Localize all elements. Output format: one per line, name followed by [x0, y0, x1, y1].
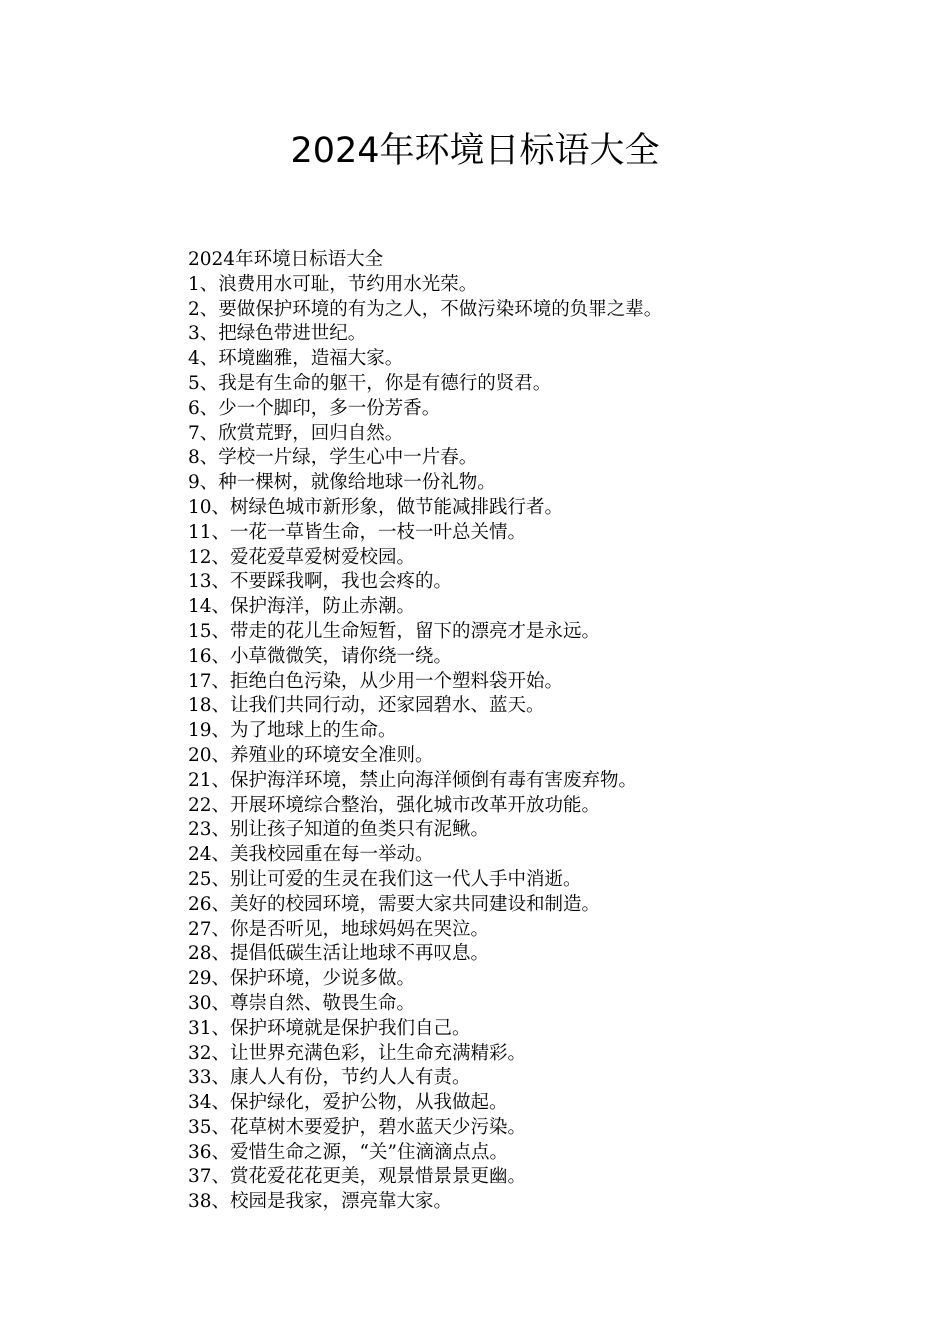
list-item: 9、种一棵树，就像给地球一份礼物。	[188, 472, 496, 494]
list-item: 15、带走的花儿生命短暂，留下的漂亮才是永远。	[188, 620, 601, 642]
list-item: 16、小草微微笑，请你绕一绕。	[188, 645, 453, 667]
list-item: 28、提倡低碳生活让地球不再叹息。	[188, 943, 490, 965]
list-item: 22、开展环境综合整治，强化城市改革开放功能。	[188, 794, 601, 816]
list-item: 14、保护海洋，防止赤潮。	[188, 596, 416, 618]
list-item: 6、少一个脚印，多一份芳香。	[188, 397, 441, 419]
list-item: 3、把绿色带进世纪。	[188, 323, 367, 345]
list-item: 18、让我们共同行动，还家园碧水、蓝天。	[188, 695, 545, 717]
list-item: 38、校园是我家，漂亮靠大家。	[188, 1191, 453, 1213]
list-item: 37、赏花爱花花更美，观景惜景景更幽。	[188, 1166, 527, 1188]
list-item: 32、让世界充满色彩，让生命充满精彩。	[188, 1042, 527, 1064]
list-item: 7、欣赏荒野，回归自然。	[188, 422, 404, 444]
list-item: 23、别让孩子知道的鱼类只有泥鳅。	[188, 819, 490, 841]
list-item: 27、你是否听见，地球妈妈在哭泣。	[188, 918, 490, 940]
list-item: 21、保护海洋环境，禁止向海洋倾倒有毒有害废弃物。	[188, 769, 638, 791]
list-item: 13、不要踩我啊，我也会疼的。	[188, 571, 453, 593]
list-item: 19、为了地球上的生命。	[188, 720, 397, 742]
list-item: 4、环境幽雅，造福大家。	[188, 348, 404, 370]
list-item: 25、别让可爱的生灵在我们这一代人手中消逝。	[188, 868, 582, 890]
list-item: 12、爱花爱草爱树爱校园。	[188, 546, 416, 568]
list-item: 29、保护环境，少说多做。	[188, 968, 416, 990]
list-item: 34、保护绿化，爱护公物，从我做起。	[188, 1092, 508, 1114]
document-body	[188, 248, 928, 1215]
list-item: 17、拒绝白色污染，从少用一个塑料袋开始。	[188, 670, 564, 692]
list-item: 8、学校一片绿，学生心中一片春。	[188, 447, 478, 469]
list-item: 1、浪费用水可耻，节约用水光荣。	[188, 273, 478, 295]
page-title: 2024年环境日标语大全	[290, 131, 660, 171]
list-item: 11、一花一草皆生命，一枝一叶总关情。	[188, 521, 527, 543]
list-item: 5、我是有生命的躯干，你是有德行的贤君。	[188, 372, 552, 394]
list-item: 35、花草树木要爱护，碧水蓝天少污染。	[188, 1116, 527, 1138]
list-item: 24、美我校园重在每一举动。	[188, 844, 434, 866]
list-item: 36、爱惜生命之源，“关”住滴滴点点。	[188, 1141, 508, 1163]
list-item: 20、养殖业的环境安全准则。	[188, 744, 434, 766]
list-item: 2、要做保护环境的有为之人，不做污染环境的负罪之辈。	[188, 298, 663, 320]
document-subtitle: 2024年环境日标语大全	[188, 249, 384, 270]
list-item: 33、康人人有份，节约人人有责。	[188, 1067, 471, 1089]
list-item: 10、树绿色城市新形象，做节能减排践行者。	[188, 496, 564, 518]
list-item: 26、美好的校园环境，需要大家共同建设和制造。	[188, 893, 601, 915]
slogan-list	[188, 273, 928, 1215]
list-item: 31、保护环境就是保护我们自己。	[188, 1017, 471, 1039]
list-item: 30、尊崇自然、敬畏生命。	[188, 992, 416, 1014]
